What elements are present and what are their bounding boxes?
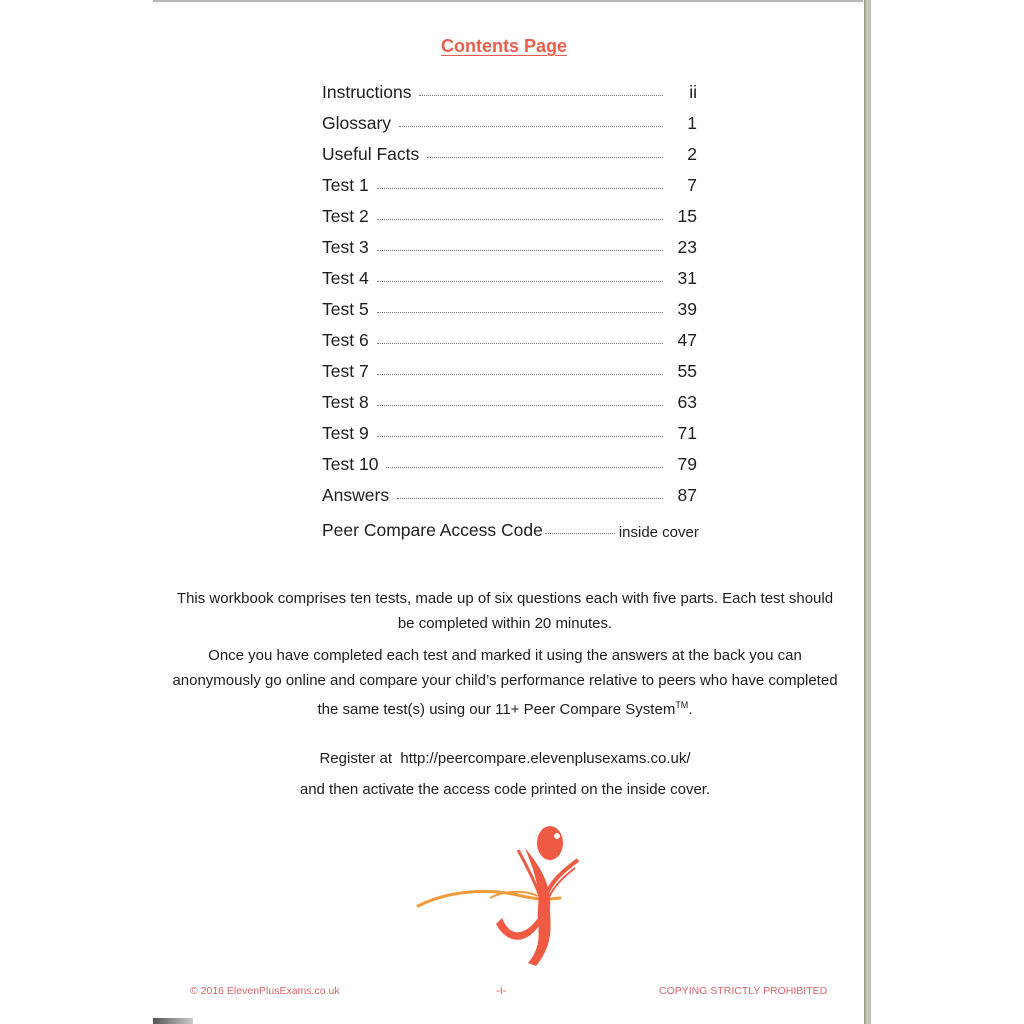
toc-entry-page: 47 (677, 330, 697, 350)
footer-copyright: © 2016 ElevenPlusExams.co.uk (190, 985, 340, 997)
toc-entry-page: inside cover (618, 524, 699, 541)
toc-leader-dots (377, 373, 663, 375)
toc-entry-label: Test 3 (322, 237, 369, 257)
toc-entry (322, 320, 697, 351)
register-line (170, 746, 840, 771)
toc-entry (322, 289, 697, 320)
toc-entry (322, 258, 697, 289)
activate-line: and then activate the access code printed on the inside cover. (299, 781, 711, 798)
toc-entry-page: 63 (677, 392, 697, 412)
toc-entry-page: 7 (687, 175, 697, 195)
toc-entry (322, 351, 697, 382)
toc-entry-label: Test 1 (322, 175, 369, 195)
toc-entry-label: Test 7 (322, 361, 369, 381)
toc-leader-dots (399, 125, 663, 127)
toc-entry-page: 39 (677, 299, 697, 319)
register-label: Register at (319, 750, 393, 767)
toc-entry-label: Glossary (322, 113, 392, 133)
page-title (0, 36, 1008, 57)
toc-entry-page: 71 (677, 423, 697, 443)
toc-entry-label: Test 4 (322, 268, 369, 288)
toc-entry-page: 55 (677, 361, 697, 381)
toc-entry-label: Peer Compare Access Code (322, 520, 543, 540)
toc-leader-dots (545, 532, 615, 534)
toc-entry-page: ii (689, 82, 697, 102)
toc-entry-label: Test 8 (322, 392, 369, 412)
logo-head (537, 826, 563, 860)
toc-entry (322, 475, 697, 506)
toc-entry-page: 23 (677, 237, 697, 257)
toc-entry (322, 227, 697, 258)
toc-entry (322, 165, 697, 196)
peer-compare-text: Once you have completed each test and marked it using the answers at the back you can anonymously go online and compare your child’s performance relative to peers who have completed the same test(s) using our 11+ Peer Compare System (172, 647, 838, 718)
toc-entry-page: 31 (677, 268, 697, 288)
toc-entry-label: Test 10 (322, 454, 379, 474)
toc-leader-dots (377, 218, 663, 220)
toc-leader-dots (419, 94, 663, 96)
toc-leader-dots (386, 466, 663, 468)
toc-leader-dots (377, 404, 663, 406)
toc-entry (322, 72, 697, 103)
footer-page-number: -i- (496, 983, 507, 997)
running-figure-logo-icon (410, 818, 590, 968)
toc-entry-label: Test 2 (322, 206, 369, 226)
toc-entry-label: Test 5 (322, 299, 369, 319)
toc-leader-dots (377, 435, 663, 437)
toc-leader-dots (377, 280, 663, 282)
toc-entry (322, 413, 697, 444)
intro-paragraph: This workbook comprises ten tests, made up of six questions each with five parts. Each test should be completed within 20 minutes. (176, 590, 834, 632)
toc-entry-page: 15 (677, 206, 697, 226)
toc-leader-dots (427, 156, 663, 158)
toc-leader-dots (377, 311, 663, 313)
toc-entry-label: Useful Facts (322, 144, 420, 164)
toc-entry-access-code (322, 510, 697, 541)
toc-entry (322, 103, 697, 134)
page-edge (153, 0, 863, 2)
toc-entry-label: Answers (322, 485, 390, 505)
table-of-contents (322, 72, 697, 541)
toc-entry-page: 2 (687, 144, 697, 164)
trademark-mark: TM (675, 700, 689, 710)
period: . (688, 701, 693, 718)
toc-entry (322, 196, 697, 227)
toc-entry-label: Test 6 (322, 330, 369, 350)
toc-leader-dots (377, 342, 663, 344)
page-title-text: Contents Page (440, 36, 568, 56)
toc-entry-page: 1 (687, 113, 697, 133)
logo-leg (496, 918, 540, 940)
page-corner-shadow (153, 1018, 193, 1024)
toc-leader-dots (377, 187, 663, 189)
toc-leader-dots (377, 249, 663, 251)
toc-entry-label: Test 9 (322, 423, 369, 443)
toc-leader-dots (397, 497, 663, 499)
register-url-link[interactable]: http://peercompare.elevenplusexams.co.uk/ (400, 750, 691, 767)
toc-entry (322, 444, 697, 475)
toc-entry-label: Instructions (322, 82, 412, 102)
toc-entry-page: 87 (677, 485, 697, 505)
toc-entry (322, 382, 697, 413)
toc-entry (322, 134, 697, 165)
toc-entry-page: 79 (677, 454, 697, 474)
peer-compare-paragraph (170, 643, 840, 722)
footer-notice: COPYING STRICTLY PROHIBITED (659, 985, 828, 997)
book-spine-edge (864, 0, 871, 1024)
logo-body (525, 848, 551, 966)
